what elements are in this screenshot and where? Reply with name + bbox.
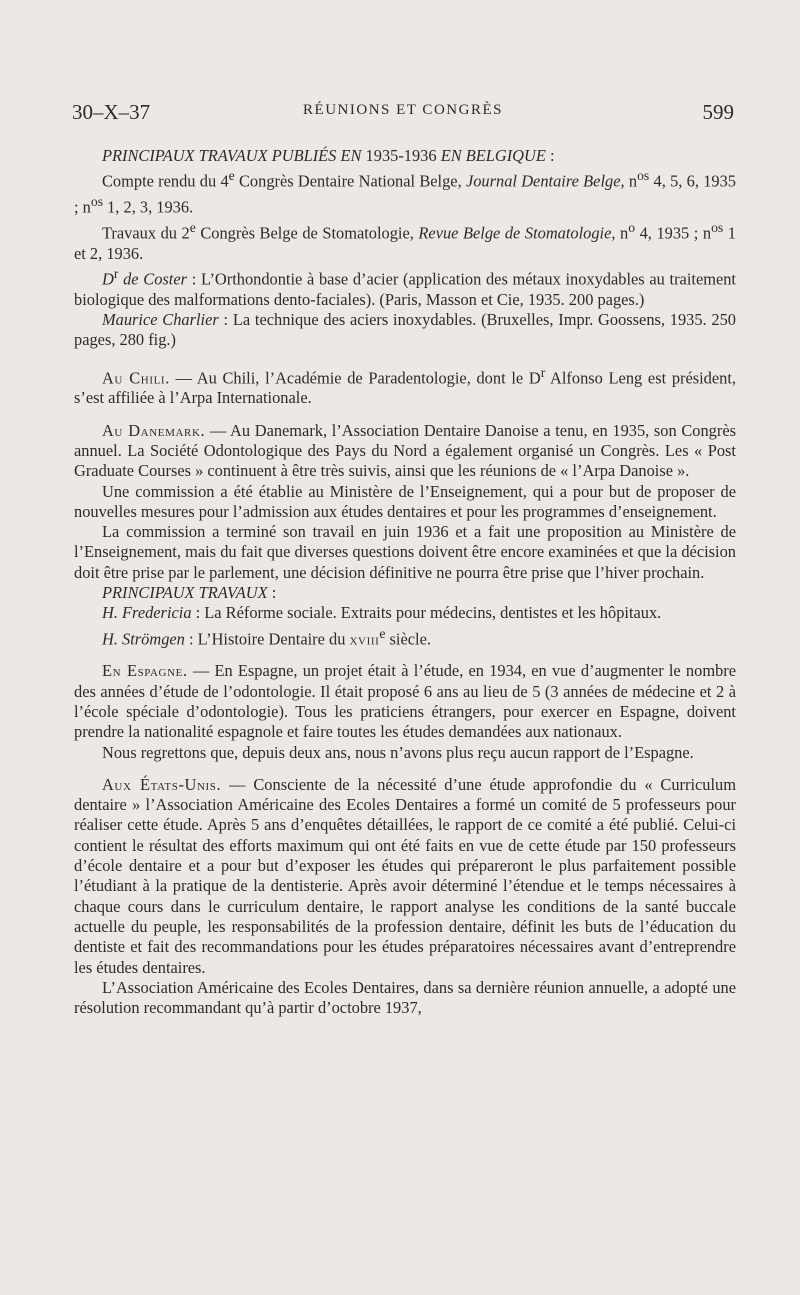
paragraph-danemark: Au Danemark. — Au Danemark, l’Association Dentaire Danoise a tenu, en 1935, son Congrès annuel. La Société Odontologique des Pays du Nord a également organisé un Congrès. Les « Post Graduate Courses » continuent à être très suivis, ainsi que les réunions de « l’Arpa Danoise ».	[74, 420, 736, 481]
paragraph-etats-unis: Aux États-Unis. — Consciente de la nécessité d’une étude approfondie du « Curriculum dentaire » l’Association Américaine des Ecoles Dentaires a formé un comité de 5 professeurs pour réaliser cette étude. Après 5 ans d’enquêtes détaillées, le rapport de ce comité a été publié. Celui-ci contient le résultat des efforts maximum qui ont été faits en vue de cette étude par 150 professeurs d’école dentaire et a pour but d’exposer les études qui prépareront le plus parfaitement possible l’étudiant à la pratique de la dentisterie. Après avoir déterminé l’étendue et le temps nécessaires à chaque cours dans le curriculum dentaire, le rapport analyse les conditions de la santé buccale actuelle du peuple, les responsabilités de la profession dentaire, définit les buts de l’éducation du dentiste et fait des recommandations pour les études préparatoires nécessaires avant d’entreprendre les études dentaires.	[74, 774, 736, 977]
running-header	[72, 100, 734, 132]
header-title: RÉUNIONS ET CONGRÈS	[303, 102, 503, 118]
header-date: 30–X–37	[72, 100, 151, 124]
country-lead: Aux États-Unis.	[102, 774, 222, 794]
country-lead: En Espagne.	[102, 661, 188, 681]
section-heading-belgique: PRINCIPAUX TRAVAUX PUBLIÉS EN 1935-1936 EN BELGIQUE :	[102, 146, 555, 165]
section-heading-travaux: PRINCIPAUX TRAVAUX :	[102, 582, 277, 602]
publication-item: H. Strömgen : L’Histoire Dentaire du xviii$^e$ siècle.	[102, 625, 431, 649]
paragraph-chili: Au Chili. — Au Chili, l’Académie de Paradentologie, dont le $D^r$ Alfonso Leng est président, s’est affiliée à l’Arpa Internationale.	[74, 364, 736, 408]
country-lead: Au Chili.	[102, 368, 170, 388]
page-number: 599	[702, 100, 734, 124]
country-lead: Au Danemark.	[102, 420, 206, 440]
page-body	[74, 146, 736, 1018]
paragraph-espagne: En Espagne. — En Espagne, un projet était à l’étude, en 1934, en vue d’augmenter le nombre des années d’étude de l’odontologie. Il était proposé 6 ans au lieu de 5 (3 années de médecine et 2 à l’école spéciale d’odontologie). Tous les praticiens étrangers, pour exercer en Espagne, doivent prendre la nationalité espagnole et faire toutes les études demandées aux nationaux.	[74, 661, 736, 742]
paragraph: Nous regrettons que, depuis deux ans, nous n’avons plus reçu aucun rapport de l’Espagne.	[102, 742, 694, 762]
publication-item: Travaux du 2e Congrès Belge de Stomatologie, Revue Belge de Stomatologie, $n^o$ 4, 1935 ; $n^{os}$ 1 et 2, 1936.	[74, 219, 736, 263]
publication-item: Maurice Charlier : La technique des aciers inoxydables. (Bruxelles, Impr. Goossens, 1935. 250 pages, 280 fig.)	[74, 309, 736, 350]
paragraph: La commission a terminé son travail en juin 1936 et a fait une proposition au Ministère de l’Enseignement, mais du fait que diverses questions doivent être encore examinées et que la décision doit être prise par le parlement, une décision définitive ne pourra être prise que l’hiver prochain.	[74, 522, 736, 582]
publication-item: H. Fredericia : La Réforme sociale. Extraits pour médecins, dentistes et les hôpitaux.	[102, 603, 662, 623]
paragraph: Une commission a été établie au Ministère de l’Enseignement, qui a pour but de proposer de nouvelles mesures pour l’admission aux études dentaires et pour les programmes d’enseignement.	[74, 481, 736, 521]
paragraph: L’Association Américaine des Ecoles Dentaires, dans sa dernière réunion annuelle, a adopté une résolution recommandant qu’à partir d’octobre 1937,	[74, 977, 736, 1018]
publication-item: $D^r$ de Coster : L’Orthondontie à base d’acier (application des métaux inoxydables au traitement biologique des malformations dento-faciales). (Paris, Masson et Cie, 1935. 200 pages.)	[74, 265, 736, 309]
publication-item: Compte rendu du 4e Congrès Dentaire National Belge, Journal Dentaire Belge, $n^{os}$ 4, 5, 6, 1935 ; $n^{os}$ 1, 2, 3, 1936.	[74, 168, 737, 217]
